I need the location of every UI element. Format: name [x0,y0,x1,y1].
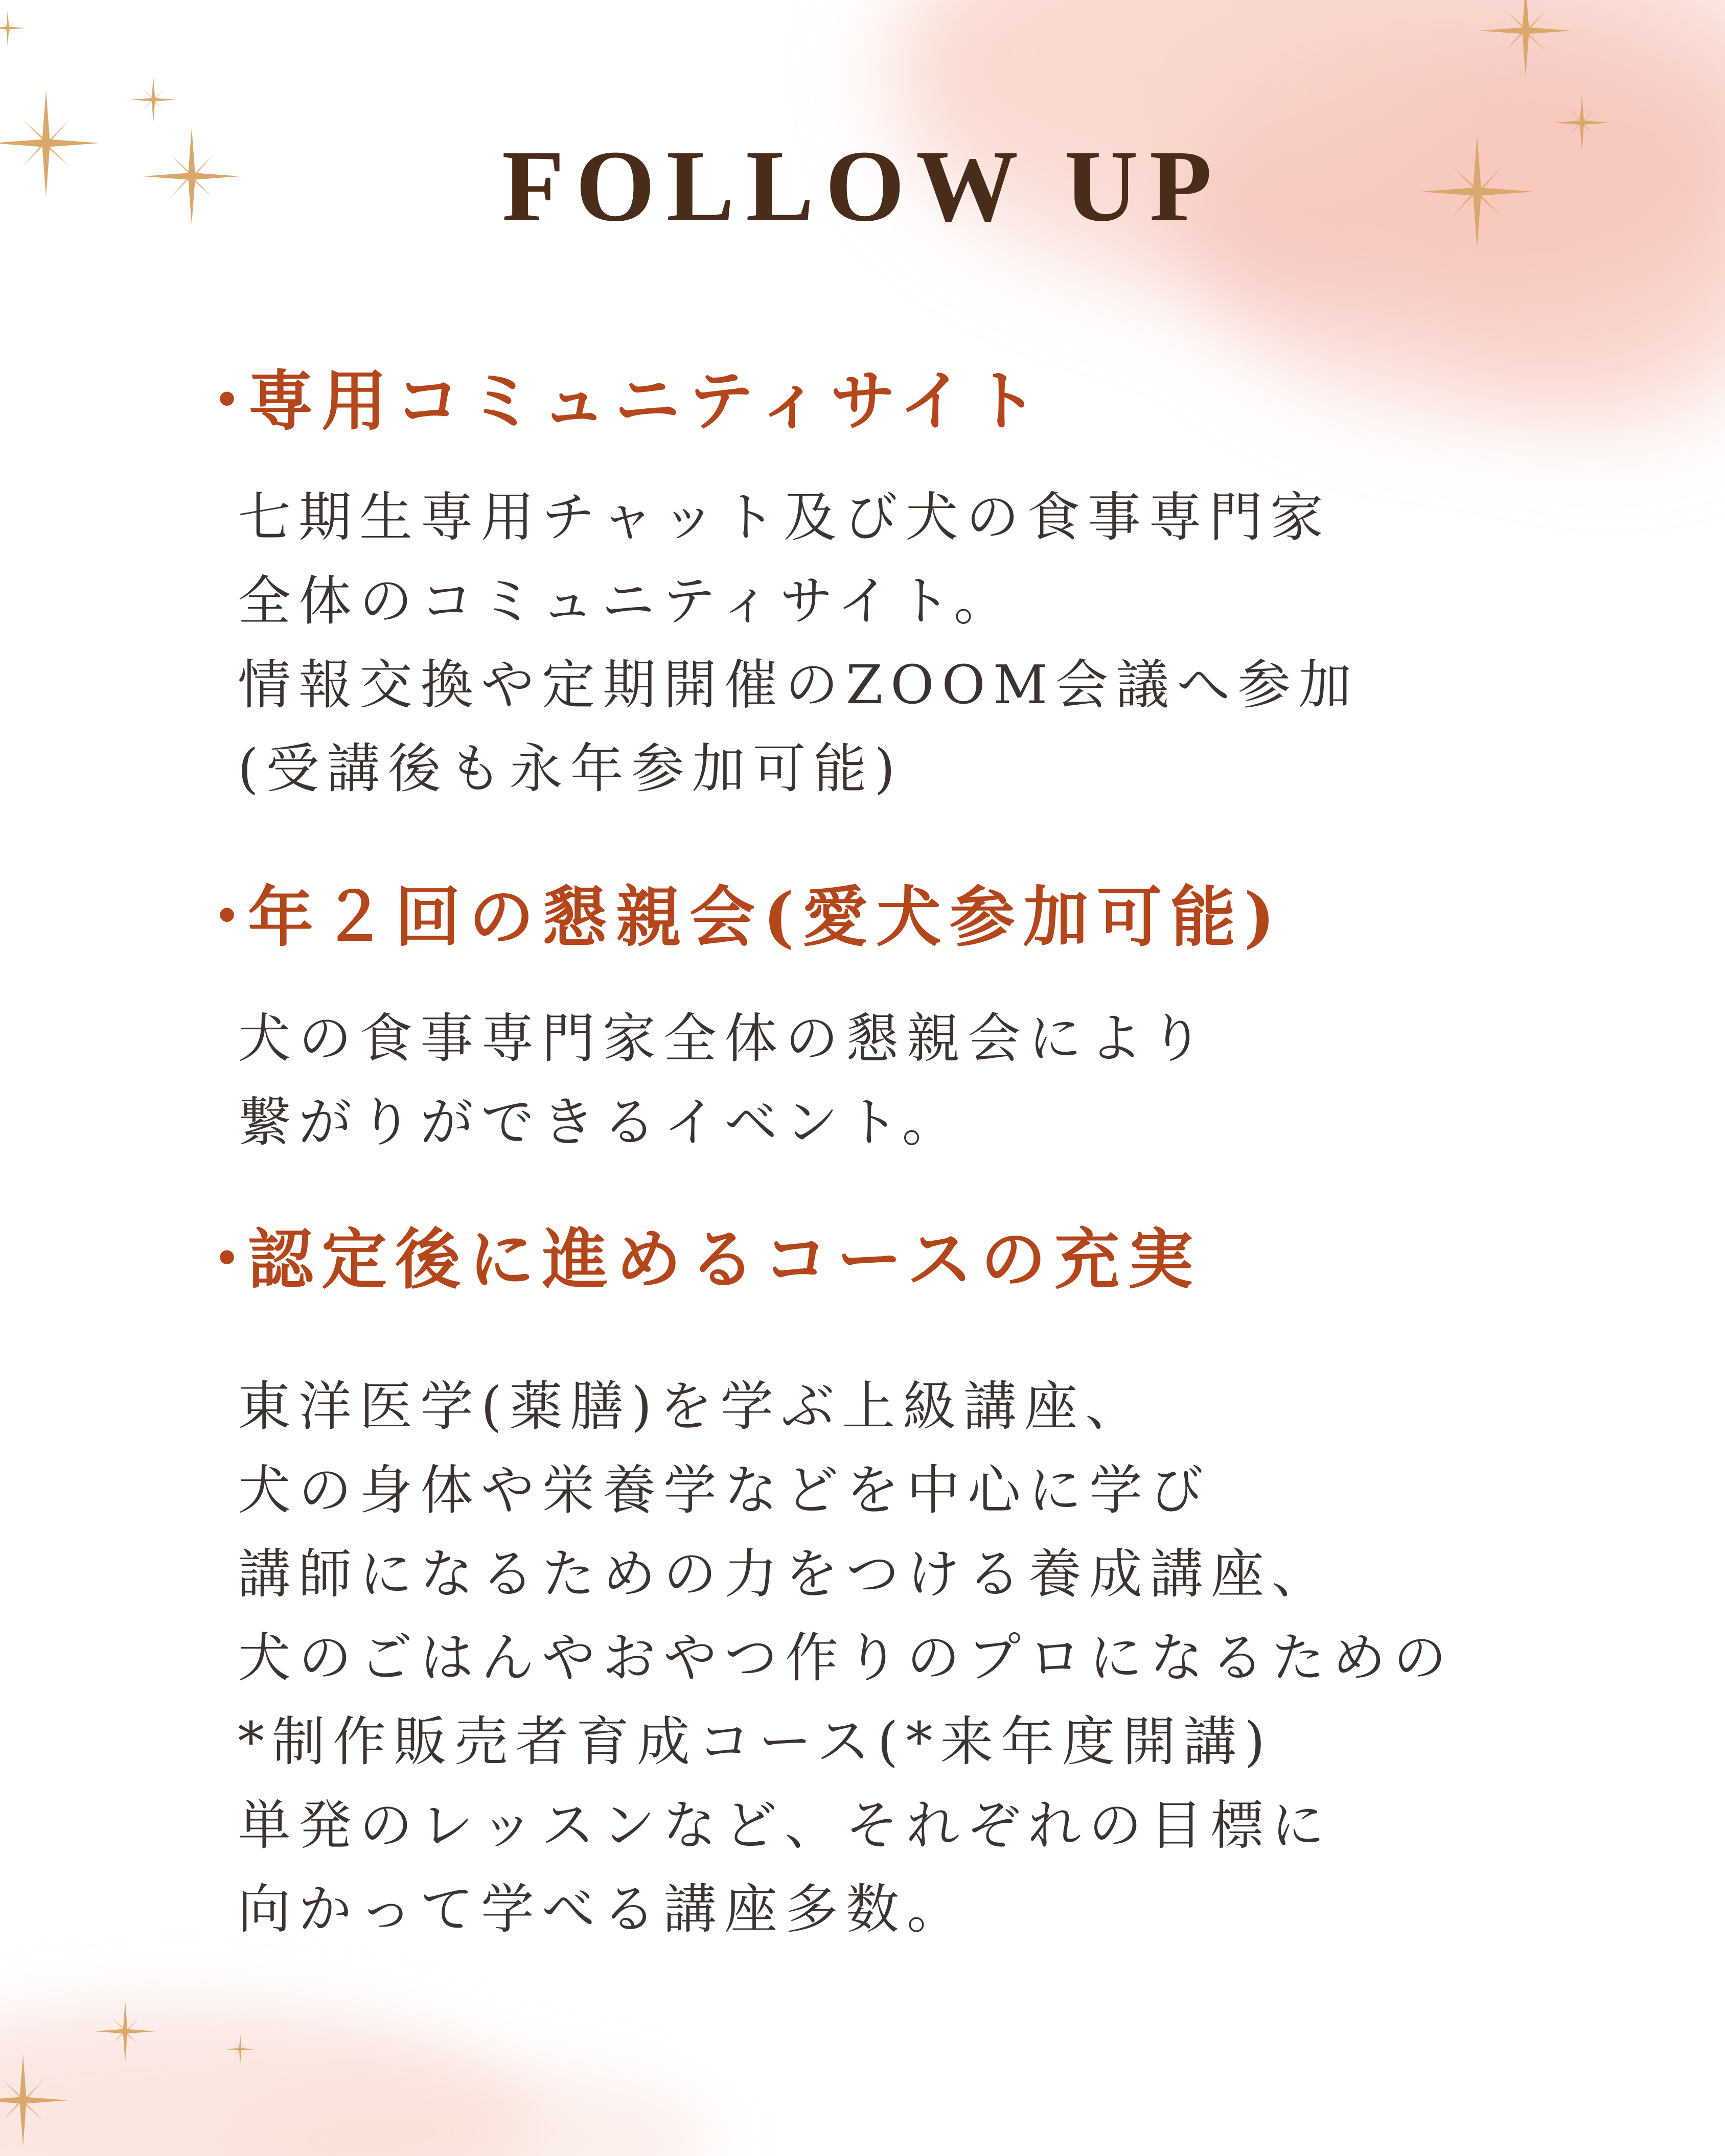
section-heading-text: 認定後に進めるコースの充実 [248,1221,1202,1298]
section-heading-text: 専用コミュニティサイト [248,363,1047,439]
body-line: 犬の身体や栄養学などを中心に学び [238,1459,1211,1521]
bullet: ・ [194,363,260,439]
bullet: ・ [194,1221,260,1298]
body-line: 全体のコミュニティサイト。 [238,570,1015,632]
body-line: (受講後も永年参加可能) [238,737,903,800]
bullet: ・ [194,879,260,956]
page-title: FOLLOW UP [501,130,1224,243]
watercolor-bottom-left [0,2003,716,2156]
body-line: 七期生専用チャット及び犬の食事専門家 [238,486,1331,548]
section-heading-community [194,360,1046,442]
body-line: 単発のレッスンなど、それぞれの目標に [238,1794,1332,1857]
body-line: *制作販売者育成コース(*来年度開講) [238,1710,1273,1773]
section-heading-courses [194,1219,1202,1301]
body-line: 講師になるための力をつける養成講座、 [238,1543,1333,1605]
section-body-courses [238,1364,1454,1951]
section-heading-social-gathering [194,876,1283,958]
section-body-community [238,475,1359,810]
body-line: 犬のごはんやおやつ作りのプロになるための [238,1627,1455,1689]
section-heading-text: 年２回の懇親会(愛犬参加可能) [248,879,1283,956]
body-line: 東洋医学(薬膳)を学ぶ上級講座、 [238,1375,1146,1438]
body-line: 犬の食事専門家全体の懇親会により [238,1007,1211,1070]
body-line: 情報交換や定期開催のZOOM会議へ参加 [238,654,1360,716]
section-body-social-gathering [238,996,1211,1164]
body-line: 向かって学べる講座多数。 [238,1878,968,1940]
body-line: 繋がりができるイベント。 [238,1091,963,1153]
